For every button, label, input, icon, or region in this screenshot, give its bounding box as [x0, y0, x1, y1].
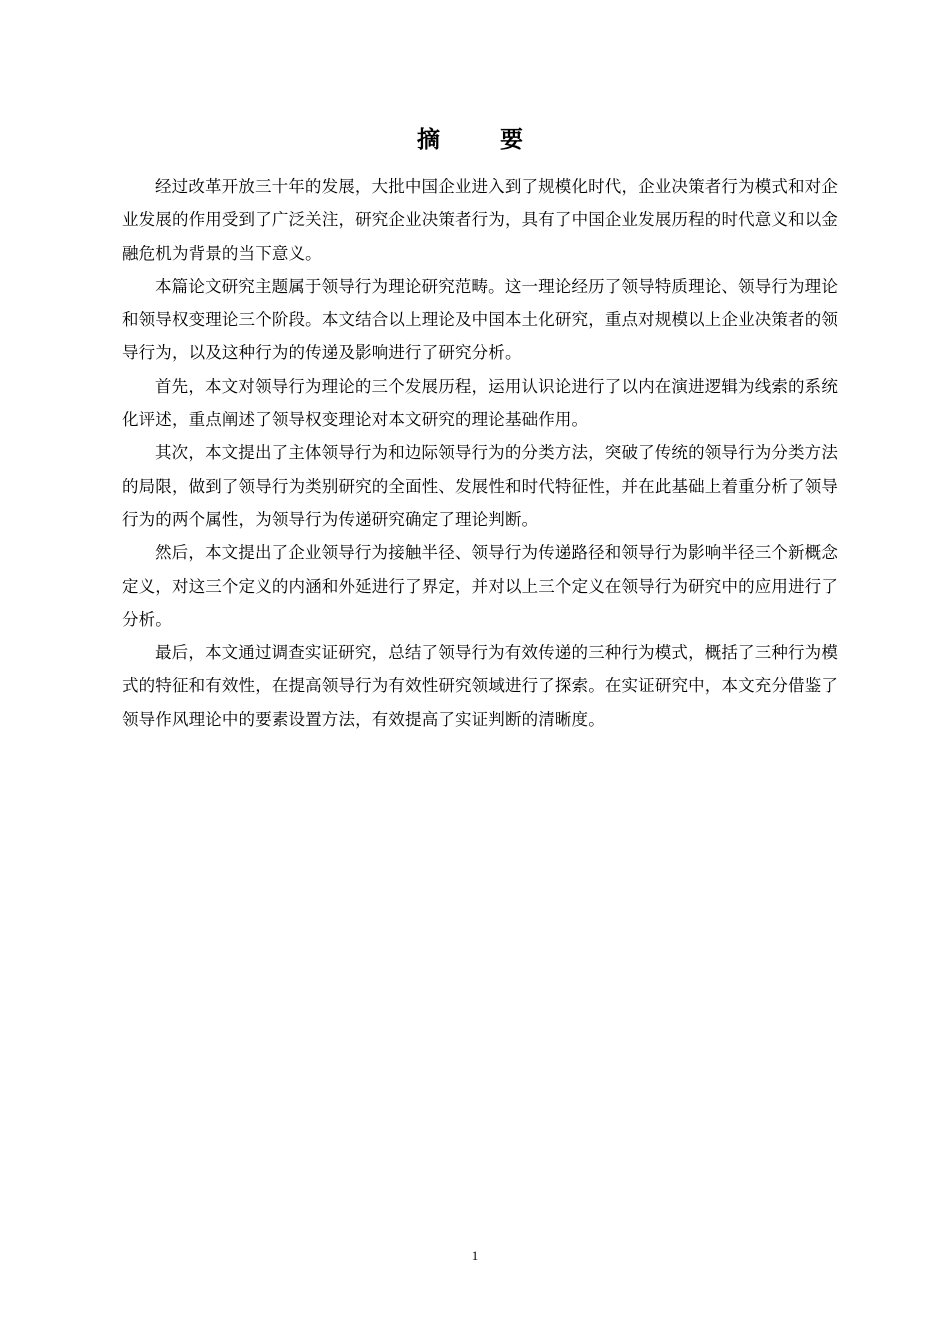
- abstract-paragraph-2: 本篇论文研究主题属于领导行为理论研究范畴。这一理论经历了领导特质理论、领导行为理论和领导权变理论三个阶段。本文结合以上理论及中国本土化研究，重点对规模以上企业决策者的领导行为，以及这种行为的传递及影响进行了研究分析。: [122, 276, 838, 363]
- abstract-title: 摘 要: [416, 127, 549, 153]
- abstract-body: [122, 170, 838, 736]
- abstract-paragraph-6: 最后，本文通过调查实证研究，总结了领导行为有效传递的三种行为模式，概括了三种行为模式的特征和有效性，在提高领导行为有效性研究领域进行了探索。在实证研究中，本文充分借鉴了领导作风理论中的要素设置方法，有效提高了实证判断的清晰度。: [122, 643, 838, 729]
- abstract-paragraph-1: 经过改革开放三十年的发展，大批中国企业进入到了规模化时代，企业决策者行为模式和对企业发展的作用受到了广泛关注，研究企业决策者行为，具有了中国企业发展历程的时代意义和以金融危机为背景的当下意义。: [122, 177, 838, 263]
- page-number: 1: [471, 1248, 479, 1263]
- abstract-paragraph-3: 首先，本文对领导行为理论的三个发展历程，运用认识论进行了以内在演进逻辑为线索的系统化评述，重点阐述了领导权变理论对本文研究的理论基础作用。: [122, 376, 838, 430]
- abstract-paragraph-5: 然后，本文提出了企业领导行为接触半径、领导行为传递路径和领导行为影响半径三个新概念定义，对这三个定义的内涵和外延进行了界定，并对以上三个定义在领导行为研究中的应用进行了分析。: [122, 543, 838, 629]
- abstract-paragraph-4: 其次，本文提出了主体领导行为和边际领导行为的分类方法，突破了传统的领导行为分类方法的局限，做到了领导行为类别研究的全面性、发展性和时代特征性，并在此基础上着重分析了领导行为的两个属性，为领导行为传递研究确定了理论判断。: [122, 443, 838, 529]
